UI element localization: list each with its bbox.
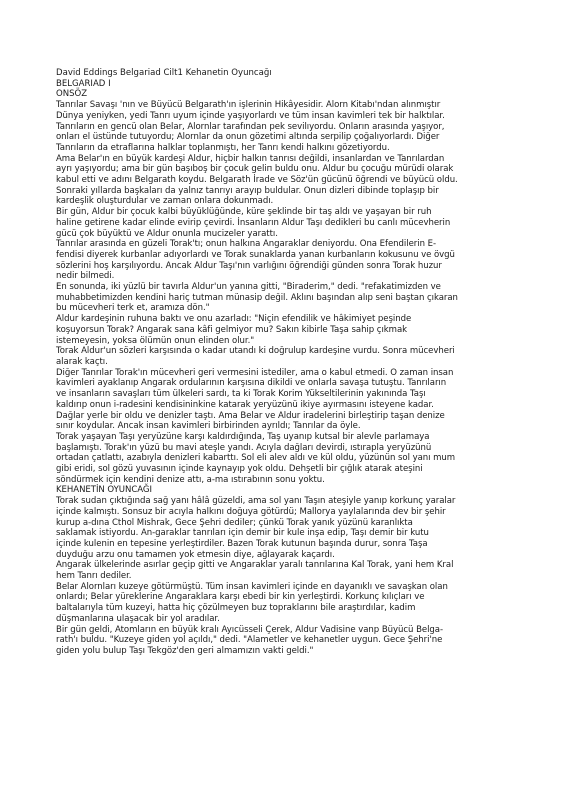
book-title-line: David Eddings Belgariad Cilt1 Kehanetin Oyuncağı	[56, 68, 272, 78]
text-line: sınır koydular. Ancak insan kavimleri birbirinden ayrıldı; Tanrılar da öyle.	[56, 421, 361, 432]
series-heading: BELGARIAD I	[56, 78, 111, 89]
text-line: KEHANETİN OYUNCAĞI	[56, 485, 152, 496]
text-line: alarak kaçtı.	[56, 356, 108, 367]
text-line: Bir gün geldi, Atomların en büyük kralı Ayıcüsseli Çerek, Aldur Vadisine vanp Büyücü Belga-	[56, 624, 444, 635]
text-line: bu mücevheri terk et, aramıza dön."	[56, 303, 210, 314]
text-line: Torak Aldur'un sözleri karşısında o kadar utandı ki doğrulup kardeşine vurdu. Sonra mücevheri	[56, 346, 455, 357]
text-line: Angarak ülkelerinde asırlar geçip gitti ve Angaraklar yaralı tanrılarına Kal Torak, yani hem Kral	[56, 560, 454, 571]
text-line: sözlerini hoş karşılıyordu. Ancak Aldur Taşı'nın varlığını öğrendiği günden sonra Torak huzur	[56, 260, 442, 271]
text-line: Diğer Tanrılar Torak'ın mücevheri geri vermesini istediler, ama o kabul etmedi. O zaman insan	[56, 367, 454, 378]
text-line: Torak sudan çıktığında sağ yanı hâlâ güzeldi, ama sol yanı Taşın ateşiyle yanıp korkunç yaralar	[56, 496, 456, 507]
text-line: kabul etti ve adını Belgarath koydu. Belgarath İrade ve Söz'ün gücünü öğrendi ve büyücü oldu.	[56, 175, 458, 186]
text-line: istemeyesin, yoksa ölümün onun elinden olur."	[56, 335, 255, 346]
text-line: Tanrıların en gencü olan Belar, Alornlar tarafından pek sevilıyordu. Onların arasında yaşıyor,	[56, 121, 445, 132]
text-line: baltalarıyla tüm kuzeyi, hatta hiç çözülmeyen buz topraklarını bile araştırdılar, kadim	[56, 603, 416, 614]
text-line: gibi eridi, sol gözü yuvasının içinde kaynayıp yok oldu. Dehşetli bir çığlık atarak ateşini	[56, 464, 423, 475]
text-line: Dünya yeniyken, yedi Tanrı uyum içinde yaşıyorlardı ve tüm insan kavimleri tek bir halktılar.	[56, 110, 445, 121]
text-line: Dağlar yerle bir oldu ve denizler taştı. Ama Belar ve Aldur iradelerini birleştirip taşan denize	[56, 410, 445, 421]
text-line: Tanrılar arasında en güzeli Torak'tı; onun halkına Angaraklar deniyordu. Ona Efendilerin E-	[56, 239, 436, 250]
text-line: Tanrıların da etraflarına halklar toplanmıştı, her Tanrı kendi halkını gözetiyordu.	[56, 142, 390, 153]
text-line: söndürmek için kendini denize attı, a-ma ıstırabının sonu yoktu.	[56, 474, 325, 485]
text-line: Belar Alornları kuzeye götürmüştü. Tüm insan kavimleri içinde en dayanıklı ve savaşkan olan	[56, 581, 448, 592]
text-line: rath'ı buldu. "Kuzeye giden yol açıldı," dedi. "Alametler ve kehanetler uygun. Gece Şehri'ne	[56, 635, 443, 646]
text-line: Sonraki yıllarda başkaları da yalnız tanrıyı arayıp buldular. Onun dizleri dibinde toplaşıp bir	[56, 185, 439, 196]
text-line: onlardı; Belar yüreklerine Angaraklara karşı ebedi bir kin yerleştirdi. Korkunç kılıçları ve	[56, 592, 425, 603]
text-line: kavimleri ayaklanıp Angarak ordularının karşısına dikildi ve onlarla savaşa tutuştu. Tanrıların	[56, 378, 447, 389]
text-line: giden yolu bulup Taşı Tekgöz'den geri almamızın vakti geldi."	[56, 645, 314, 656]
text-line: Aldur kardeşinin ruhuna baktı ve onu azarladı: "Niçin efendilik ve hâkimiyet peşinde	[56, 314, 412, 325]
section-heading: ONSÖZ	[56, 89, 88, 100]
text-line: muhabbetimizden kendini hariç tutman münasip değil. Aklını başından alıp seni baştan çıkaran	[56, 292, 458, 303]
text-line: içinde kulenin en tepesine yerleştirdiler. Bazen Torak kutunun başında durur, sonra Taşa	[56, 538, 428, 549]
text-line: ayrı yaşıyordu; ama bir gün başıboş bir çocuk geliп buldu onu. Aldur bu çocuğu mürüdi olarak	[56, 164, 454, 175]
text-line: hem Tanrı dediler.	[56, 571, 132, 582]
text-line: fendisi diyerek kurbanlar adıyorlardı ve Torak sunaklarda yanan kurbanların kokusunu ve övgü	[56, 249, 455, 260]
text-line: kaldırıp onun i-radesini kendisininkine katarak yeryüzünü ikiye ayırmasını isteyene kadar.	[56, 399, 434, 410]
text-line: Bir gün, Aldur bir çocuk kalbi büyüklüğünde, küre şeklinde bir taş aldı ve yaşayan bir ruh	[56, 207, 432, 218]
text-line: düşmanlarına ulaşacak bir yol aradılar.	[56, 613, 220, 624]
text-line: nedir bilmedi.	[56, 271, 115, 282]
text-line: içinde kalmıştı. Sonsuz bir acıyla halkını doğuya götürdü; Mallorya yaylalarında dev bir şehir	[56, 506, 446, 517]
text-line: gücü çok büyüktü ve Aldur onunla mucizeler yarattı.	[56, 228, 278, 239]
text-line: En sonunda, iki yüzlü bir tavırla Aldur'un yanına gitti, "Biraderim," dedi. "refakatimizden ve	[56, 282, 441, 293]
text-line: Tanrılar Savaşı 'nın ve Büyücü Belgarath'ın işlerinin Hikâyesidir. Alorn Kitabı'ndan alınmıştır	[56, 100, 441, 111]
body-text	[56, 100, 515, 657]
text-line: ve insanların savaşları tüm ülkeleri sardı, ta ki Torak Korim Yükseltilerinin yakınında Taşı	[56, 389, 426, 400]
text-line: saklamak istiyordu. An-garaklar tanrıları için demir bir kule inşa edip, Taşı demir bir kutu	[56, 528, 429, 539]
text-line: başlamıştı. Torak'ın yüzü bu mavi ateşle yandı. Acıyla dağları devirdi, ıstırapla yeryüzünü	[56, 442, 432, 453]
text-line: kurup a-dına Cthol Mishrak, Gece Şehri dediler; çünkü Torak yanık yüzünü karanlıkta	[56, 517, 413, 528]
text-line: Ama Belar'ın en büyük kardeşi Aldur, hiçbir halkın tanrısı değildi, insanlardan ve Tanrılardan	[56, 153, 445, 164]
text-line: duyduğu arzu onu tamamen yok etmesin diye, ağlayarak kaçardı.	[56, 549, 335, 560]
text-line: Torak yaşayan Taşı yeryüzüne karşı kaldırdığında, Taş uyanıp kutsal bir alevle parlamaya	[56, 431, 430, 442]
text-line: kardeşlik oluşturdular ve zaman onlara dokunmadı.	[56, 196, 274, 207]
text-line: haline getirene kadar elinde evirip çevirdi. İnsanların Aldur Taşı dedikleri bu canlı mücevherin	[56, 217, 451, 228]
text-line: onları el üstünde tutuyordu; Alornlar da onun gözetimi altında serpilip çoğalıyorlardı. Diğer	[56, 132, 440, 143]
text-line: ortadan çatlattı, azabıyla denizleri kabarttı. Sol eli alev aldı ve kül oldu, yüzünün sol yanı mum	[56, 453, 456, 464]
text-line: koşuyorsun Torak? Angarak sana kâfi gelmiyor mu? Sakın kibirle Taşa sahip çıkmak	[56, 324, 408, 335]
